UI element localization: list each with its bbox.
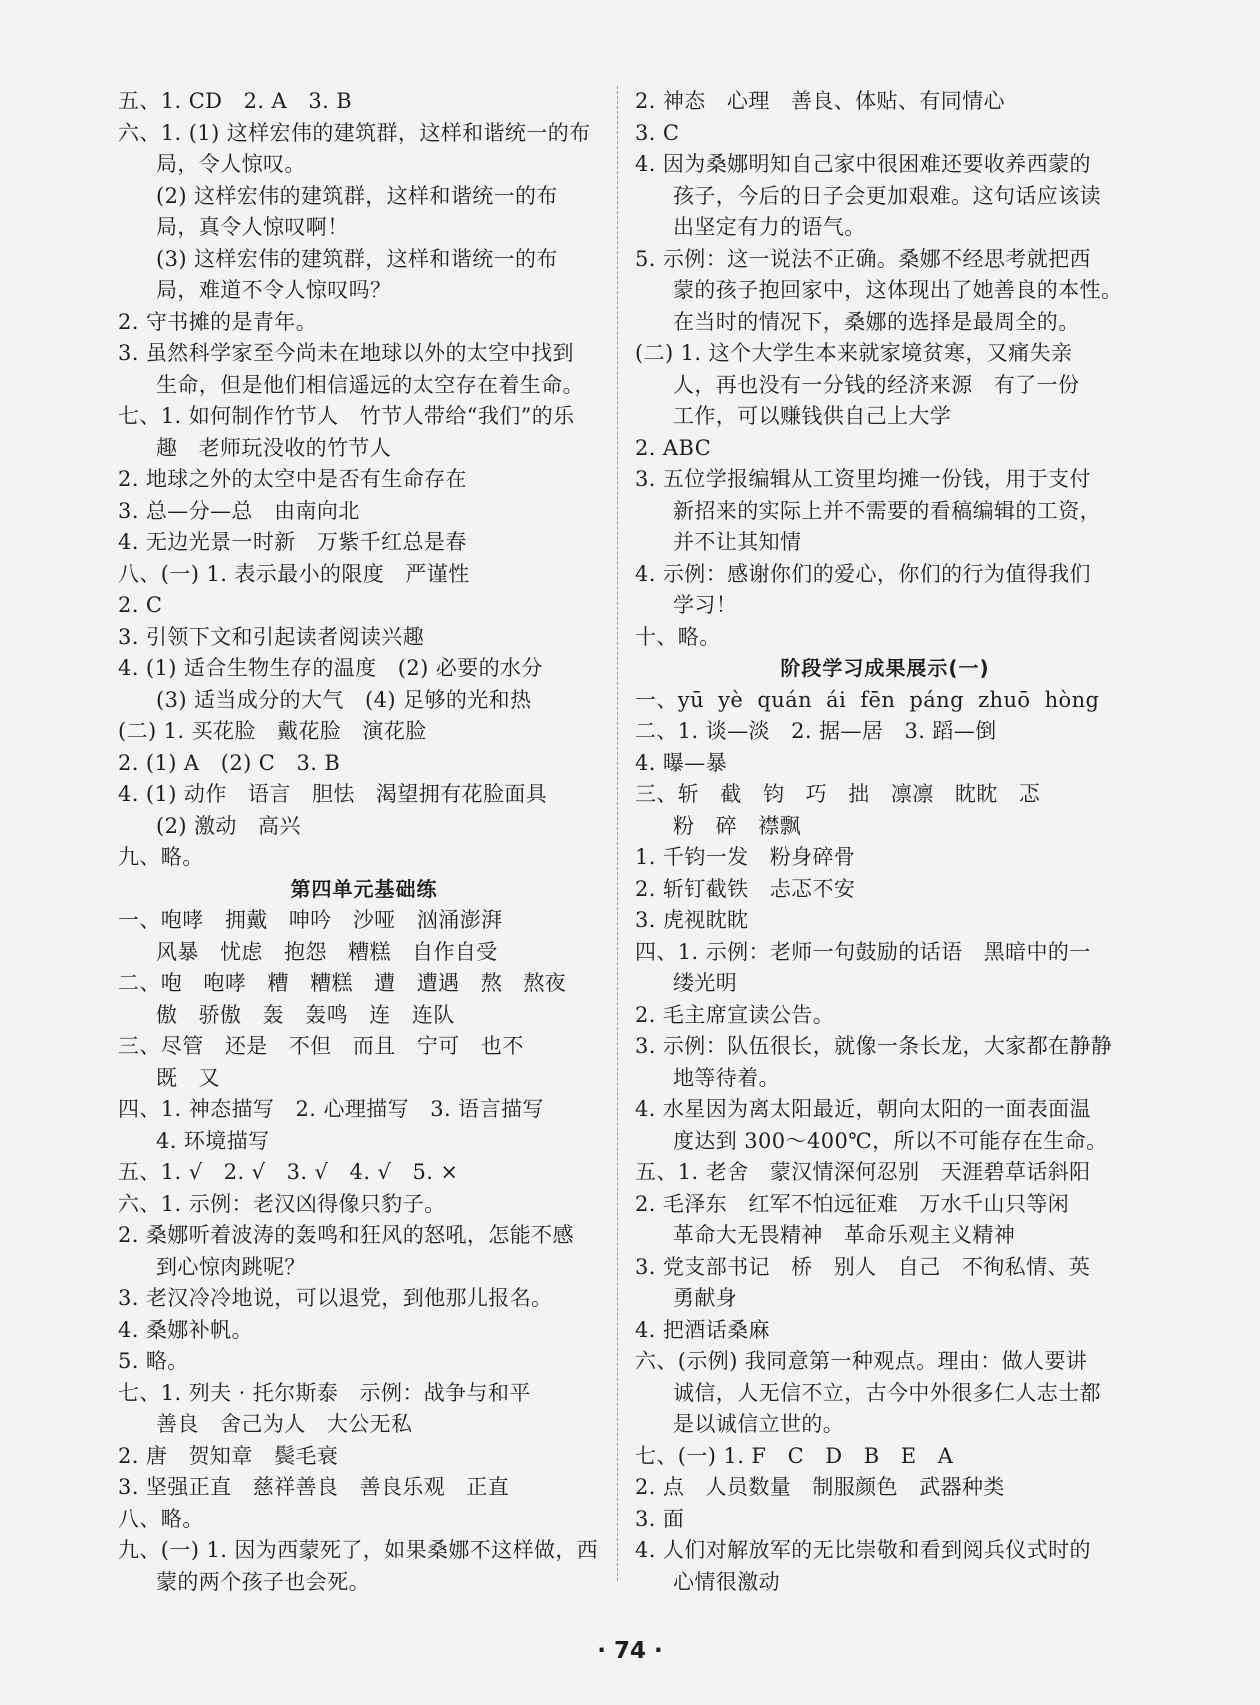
answer-line: 蒙的两个孩子也会死。 — [156, 1569, 370, 1594]
answer-line: 人，再也没有一分钱的经济来源 有了一份 — [673, 372, 1080, 397]
answer-line: 3. C — [635, 120, 680, 145]
answer-line: 5. 示例：这一说法不正确。桑娜不经思考就把西 — [635, 246, 1091, 271]
answer-line: 六、1. (1) 这样宏伟的建筑群，这样和谐统一的布 — [118, 120, 591, 145]
column-divider — [617, 86, 618, 1581]
answer-line: 2. 唐 贺知章 鬓毛衰 — [118, 1443, 339, 1468]
answer-line: 度达到 300～400℃，所以不可能存在生命。 — [673, 1128, 1108, 1153]
section-title: 阶段学习成果展示(一) — [780, 656, 990, 680]
answer-line: 诚信，人无信不立，古今中外很多仁人志士都 — [673, 1380, 1101, 1405]
answer-line: 2. 斩钉截铁 忐忑不安 — [635, 876, 856, 901]
answer-line: 蒙的孩子抱回家中，这体现出了她善良的本性。 — [673, 278, 1123, 302]
answer-line: 善良 舍己为人 大公无私 — [156, 1412, 413, 1436]
right-column — [635, 86, 1135, 1598]
answer-line: 九、略。 — [118, 845, 204, 869]
answer-line: 八、略。 — [118, 1506, 204, 1531]
answer-line: 风暴 忧虑 抱怨 糟糕 自作自受 — [156, 939, 498, 964]
answer-line: 七、1. 列夫 · 托尔斯泰 示例：战争与和平 — [118, 1380, 531, 1405]
answer-line: 三、尽管 还是 不但 而且 宁可 也不 — [118, 1034, 524, 1058]
answer-line: 4. 人们对解放军的无比崇敬和看到阅兵仪式时的 — [635, 1538, 1091, 1562]
answer-line: 3. 引领下文和引起读者阅读兴趣 — [118, 624, 425, 649]
answer-line: 三、斩 截 钧 巧 拙 凛凛 眈眈 忑 — [635, 782, 1041, 806]
answer-line: 心情很激动 — [673, 1569, 780, 1594]
answer-line: 4. 把酒话桑麻 — [635, 1317, 770, 1342]
answer-line: 并不让其知情 — [673, 530, 802, 554]
answer-line: 2. 地球之外的太空中是否有生命存在 — [118, 467, 467, 491]
answer-line: 新招来的实际上并不需要的看稿编辑的工资， — [673, 498, 1101, 523]
answer-line: 一、yū yè quán ái fēn páng zhuō hòng — [635, 687, 1100, 712]
answer-line: 2. 毛泽东 红军不怕远征难 万水千山只等闲 — [635, 1191, 1070, 1216]
answer-line: 七、(一) 1. F C D B E A — [635, 1443, 954, 1468]
answer-line: 在当时的情况下，桑娜的选择是最周全的。 — [673, 309, 1080, 334]
answer-line: (2) 激动 高兴 — [156, 813, 301, 838]
answer-line: 2. 守书摊的是青年。 — [118, 309, 318, 334]
answer-line: 3. 坚强正直 慈祥善良 善良乐观 正直 — [118, 1475, 510, 1499]
answer-line: 3. 虎视眈眈 — [635, 908, 749, 932]
answer-line: 4. 桑娜补帆。 — [118, 1317, 253, 1342]
answer-line: 出坚定有力的语气。 — [673, 215, 866, 239]
answer-line: 4. 环境描写 — [156, 1128, 270, 1153]
answer-line: 缕光明 — [673, 971, 738, 995]
answer-line: 傲 骄傲 轰 轰鸣 连 连队 — [156, 1002, 455, 1027]
answer-line: 六、(示例) 我同意第一种观点。理由：做人要讲 — [635, 1349, 1088, 1373]
answer-line: 四、1. 示例：老师一句鼓励的话语 黑暗中的一 — [635, 939, 1091, 964]
left-column — [118, 86, 610, 1598]
answer-line: (二) 1. 这个大学生本来就家境贫寒，又痛失亲 — [635, 341, 1073, 365]
answer-line: 二、1. 谈—淡 2. 据—居 3. 蹈—倒 — [635, 719, 997, 743]
answer-line: 3. 总—分—总 由南向北 — [118, 498, 360, 523]
answer-line: (2) 这样宏伟的建筑群，这样和谐统一的布 — [156, 183, 558, 208]
answer-line: 4. 曝—暴 — [635, 750, 728, 775]
answer-line: 局，令人惊叹。 — [156, 152, 306, 176]
answer-line: 学习！ — [673, 593, 738, 617]
answer-line: 3. 党支部书记 桥 别人 自己 不徇私情、英 — [635, 1254, 1091, 1279]
answer-line: 孩子，今后的日子会更加艰难。这句话应该读 — [673, 183, 1101, 208]
answer-line: (二) 1. 买花脸 戴花脸 演花脸 — [118, 719, 427, 743]
answer-line: 3. 面 — [635, 1506, 685, 1531]
answer-line: 5. 略。 — [118, 1349, 189, 1373]
answer-line: 2. 点 人员数量 制服颜色 武器种类 — [635, 1475, 1005, 1499]
answer-line: 九、(一) 1. 因为西蒙死了，如果桑娜不这样做，西 — [118, 1538, 599, 1562]
answer-line: 4. 无边光景一时新 万紫千红总是春 — [118, 530, 467, 554]
answer-line: 七、1. 如何制作竹节人 竹节人带给“我们”的乐 — [118, 404, 575, 428]
answer-line: 生命，但是他们相信遥远的太空存在着生命。 — [156, 372, 584, 397]
answer-line: 3. 五位学报编辑从工资里均摊一份钱，用于支付 — [635, 467, 1091, 491]
answer-line: 革命大无畏精神 革命乐观主义精神 — [673, 1223, 1016, 1247]
answer-line: 一、咆哮 拥戴 呻吟 沙哑 汹涌澎湃 — [118, 908, 503, 932]
answer-line: (3) 适当成分的大气 (4) 足够的光和热 — [156, 687, 532, 712]
answer-line: 局，真令人惊叹啊！ — [156, 215, 349, 239]
answer-line: 是以诚信立世的。 — [673, 1412, 845, 1436]
answer-line: 五、1. 老舍 蒙汉情深何忍别 天涯碧草话斜阳 — [635, 1160, 1091, 1184]
answer-line: 四、1. 神态描写 2. 心理描写 3. 语言描写 — [118, 1097, 544, 1121]
answer-line: (3) 这样宏伟的建筑群，这样和谐统一的布 — [156, 246, 558, 271]
answer-line: 2. ABC — [635, 435, 712, 460]
answer-line: 工作，可以赚钱供自己上大学 — [673, 404, 952, 428]
answer-line: 4. (1) 适合生物生存的温度 (2) 必要的水分 — [118, 656, 543, 680]
answer-line: 五、1. CD 2. A 3. B — [118, 89, 353, 113]
answer-line: 2. 桑娜听着波涛的轰鸣和狂风的怒吼，怎能不感 — [118, 1223, 574, 1247]
answer-line: 趣 老师玩没收的竹节人 — [156, 435, 392, 460]
answer-line: 4. 因为桑娜明知自己家中很困难还要收养西蒙的 — [635, 152, 1091, 176]
section-title: 第四单元基础练 — [290, 876, 438, 901]
answer-line: 1. 千钧一发 粉身碎骨 — [635, 845, 856, 869]
answer-line: 八、(一) 1. 表示最小的限度 严谨性 — [118, 561, 470, 586]
answer-line: 3. 示例：队伍很长，就像一条长龙，大家都在静静 — [635, 1034, 1113, 1058]
answer-line: 4. 水星因为离太阳最近，朝向太阳的一面表面温 — [635, 1097, 1091, 1121]
answer-line: 到心惊肉跳呢？ — [156, 1254, 306, 1279]
answer-line: 粉 碎 襟飘 — [673, 813, 802, 838]
answer-line: 2. 毛主席宣读公告。 — [635, 1002, 835, 1027]
answer-line: 局，难道不令人惊叹吗？ — [156, 278, 392, 302]
answer-line: 地等待着。 — [673, 1065, 780, 1090]
answer-line: 2. C — [118, 593, 163, 617]
answer-line: 二、咆 咆哮 糟 糟糕 遭 遭遇 熬 熬夜 — [118, 971, 567, 995]
answer-line: 五、1. √ 2. √ 3. √ 4. √ 5. × — [118, 1160, 459, 1184]
answer-line: 3. 虽然科学家至今尚未在地球以外的太空中找到 — [118, 341, 574, 365]
answer-line: 六、1. 示例：老汉凶得像只豹子。 — [118, 1191, 446, 1216]
answer-line: 4. (1) 动作 语言 胆怯 渴望拥有花脸面具 — [118, 782, 548, 806]
answer-line: 既 又 — [156, 1065, 221, 1090]
answer-line: 勇献身 — [673, 1286, 738, 1310]
answer-line: 3. 老汉冷冷地说，可以退党，到他那儿报名。 — [118, 1286, 553, 1310]
answer-line: 4. 示例：感谢你们的爱心，你们的行为值得我们 — [635, 561, 1091, 586]
answer-line: 2. (1) A (2) C 3. B — [118, 750, 341, 775]
page-number: · 74 · — [597, 1638, 663, 1664]
answer-line: 2. 神态 心理 善良、体贴、有同情心 — [635, 89, 1005, 113]
answer-line: 十、略。 — [635, 624, 721, 649]
